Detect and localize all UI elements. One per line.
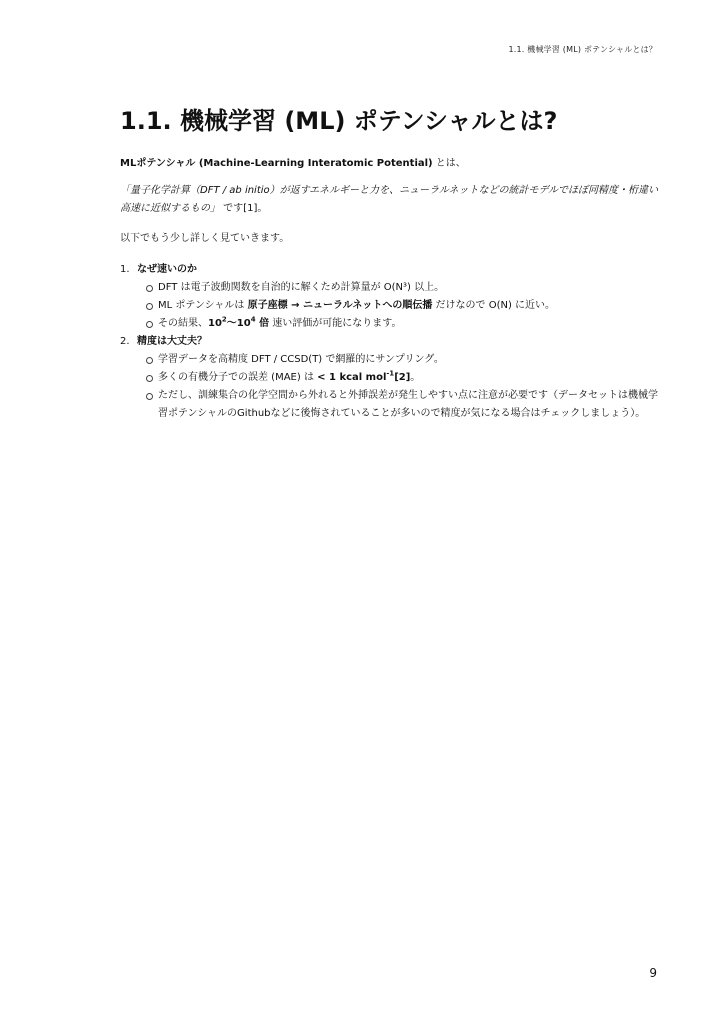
section-title: 1.1. 機械学習 (ML) ポテンシャルとは? [120, 107, 558, 135]
sub-list [120, 351, 660, 423]
intro-rest: とは、 [432, 158, 466, 169]
circle-bullet-icon [146, 393, 153, 400]
page-number: 9 [649, 966, 657, 980]
circle-bullet-icon [146, 357, 153, 364]
list-item-accuracy [120, 333, 660, 423]
list-heading: なぜ速いのか [137, 264, 197, 275]
circle-bullet-icon [146, 285, 153, 292]
sub-item: 多くの有機分子での誤差 (MAE) は < 1 kcal mol$^{-1}$[2]。 [146, 369, 660, 387]
running-header: 1.1. 機械学習 (ML) ポテンシャルとは？ [508, 45, 657, 54]
circle-bullet-icon [146, 375, 153, 382]
sub-item: DFT は電子波動関数を自治的に解くため計算量が O(N³) 以上。 [146, 279, 660, 297]
definition-quote [120, 182, 660, 218]
sub-item: ただし、訓練集合の化学空間から外れると外挿誤差が発生しやすい点に注意が必要です（データセットは機械学習ポテンシャルのGithubなどに後悔されていることが多いので精度が気になる場合はチェックしましょう）。 [146, 387, 660, 423]
definition-italic: 「量子化学計算（DFT / ab initio）が返すエネルギーと力を、ニューラルネットなどの統計モデルでほぼ同精度・桁違い高速に近似するもの」 [120, 185, 659, 214]
speedup-range: $10^2$〜$10^4$ 倍 [208, 315, 270, 329]
list-item-why-fast [120, 261, 660, 333]
circle-bullet-icon [146, 303, 153, 310]
sub-list [120, 279, 660, 333]
numbered-list [120, 261, 660, 423]
intro-paragraph [120, 155, 660, 173]
circle-bullet-icon [146, 321, 153, 328]
mae-value: < 1 kcal mol$^{-1}$[2] [317, 369, 411, 383]
intro-term: MLポテンシャル (Machine-Learning Interatomic Potential) [120, 158, 433, 169]
definition-rest: です[1]。 [220, 203, 268, 214]
sub-item: その結果、$10^2$〜$10^4$ 倍 速い評価が可能になります。 [146, 315, 660, 333]
lead-in-text: 以下でもう少し詳しく見ていきます。 [120, 233, 290, 244]
list-number: 1. [120, 264, 130, 275]
sub-item: 学習データを高精度 DFT / CCSD(T) で網羅的にサンプリング。 [146, 351, 660, 369]
main-content [120, 104, 660, 423]
list-heading: 精度は大丈夫？ [137, 336, 207, 347]
list-number: 2. [120, 336, 130, 347]
sub-item: ML ポテンシャルは 原子座標 → ニューラルネットへの順伝播 だけなので O(N) に近い。 [146, 297, 660, 315]
